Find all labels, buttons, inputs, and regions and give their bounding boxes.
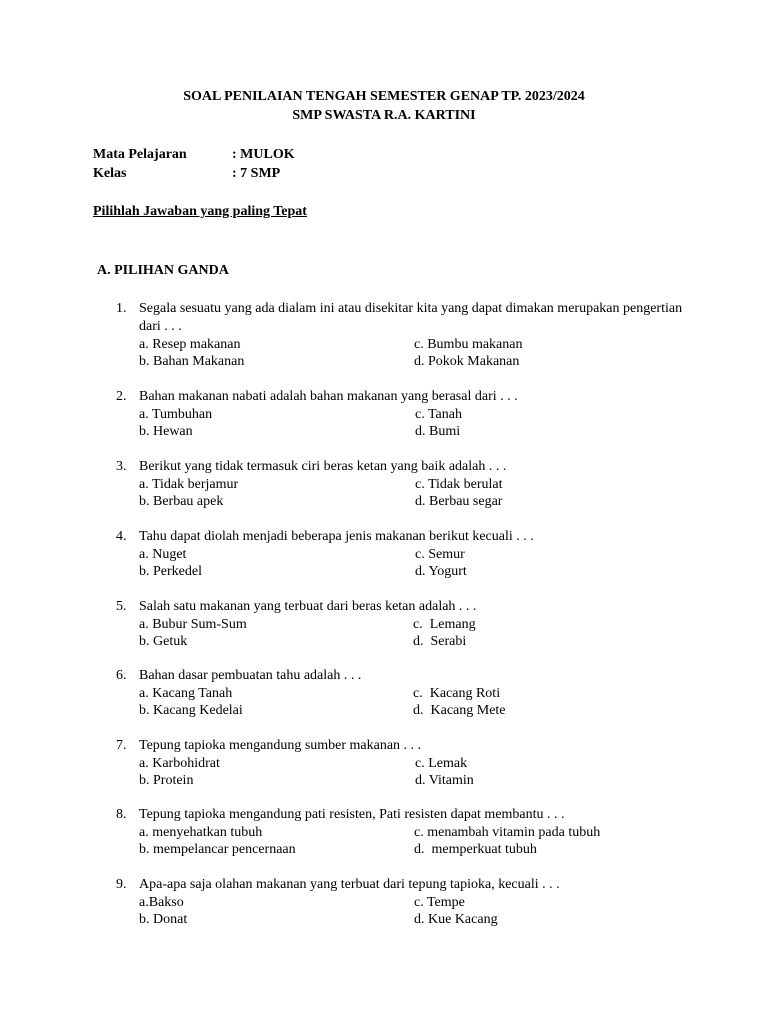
question-number: 6. <box>116 668 127 683</box>
question-stem: Bahan dasar pembuatan tahu adalah . . . <box>139 668 362 683</box>
options <box>139 406 696 441</box>
option-c: c. menambah vitamin pada tubuh <box>414 825 601 840</box>
options <box>139 616 696 651</box>
question-stem: Salah satu makanan yang terbuat dari beras ketan adalah . . . <box>139 599 477 614</box>
options <box>139 755 696 790</box>
option-b: b. Perkedel <box>139 564 202 579</box>
section-title: A. PILIHAN GANDA <box>97 263 229 278</box>
option-b: b. Hewan <box>139 424 193 439</box>
options <box>139 336 696 371</box>
options <box>139 824 696 859</box>
question-number: 5. <box>116 599 127 614</box>
options <box>139 476 696 511</box>
option-d: d. Kacang Mete <box>413 703 506 718</box>
option-b: b. Protein <box>139 773 194 788</box>
option-a: a. Karbohidrat <box>139 756 220 771</box>
question-item <box>116 737 696 790</box>
exam-title: SOAL PENILAIAN TENGAH SEMESTER GENAP TP. 2023/2024 <box>183 89 585 104</box>
question-stem: Bahan makanan nabati adalah bahan makanan yang berasal dari . . . <box>139 389 518 404</box>
subject-label: Mata Pelajaran <box>93 147 187 162</box>
option-d: d. Pokok Makanan <box>414 354 520 369</box>
option-a: a. Kacang Tanah <box>139 686 233 701</box>
question-item <box>116 300 696 371</box>
question-item <box>116 528 696 581</box>
question-stem: Tahu dapat diolah menjadi beberapa jenis makanan berikut kecuali . . . <box>139 529 534 544</box>
question-item <box>116 876 696 929</box>
option-a: a. Nuget <box>139 547 187 562</box>
question-number: 9. <box>116 877 127 892</box>
option-c: c. Tidak berulat <box>415 477 503 492</box>
option-a: a. Bubur Sum-Sum <box>139 617 247 632</box>
option-c: c. Tempe <box>414 895 465 910</box>
question-item <box>116 458 696 511</box>
class-value: : 7 SMP <box>232 166 281 181</box>
options <box>139 546 696 581</box>
question-number: 2. <box>116 389 127 404</box>
question-number: 7. <box>116 738 127 753</box>
question-number: 8. <box>116 807 127 822</box>
question-item <box>116 806 696 859</box>
option-a: a. Tidak berjamur <box>139 477 239 492</box>
option-a: a. Resep makanan <box>139 337 241 352</box>
question-stem: Berikut yang tidak termasuk ciri beras ketan yang baik adalah . . . <box>139 459 507 474</box>
option-b: b. Berbau apek <box>139 494 224 509</box>
class-label: Kelas <box>93 166 127 181</box>
school-name: SMP SWASTA R.A. KARTINI <box>292 108 476 123</box>
option-d: d. Vitamin <box>415 773 474 788</box>
option-d: d. Serabi <box>413 634 467 649</box>
option-c: c. Semur <box>415 547 465 562</box>
option-d: d. Berbau segar <box>415 494 503 509</box>
options <box>139 685 696 720</box>
question-item <box>116 598 696 651</box>
question-stem: Segala sesuatu yang ada dialam ini atau disekitar kita yang dapat dimakan merupakan pengertian dari . . . <box>139 301 683 334</box>
option-d: d. memperkuat tubuh <box>414 842 537 857</box>
option-a: a.Bakso <box>139 895 184 910</box>
question-number: 3. <box>116 459 127 474</box>
option-d: d. Bumi <box>415 424 461 439</box>
option-d: d. Kue Kacang <box>414 912 498 927</box>
instruction: Pilihlah Jawaban yang paling Tepat <box>93 204 307 219</box>
option-b: b. Getuk <box>139 634 188 649</box>
option-a: a. menyehatkan tubuh <box>139 825 263 840</box>
option-c: c. Lemang <box>413 617 476 632</box>
class-row <box>93 165 280 183</box>
question-number: 4. <box>116 529 127 544</box>
option-d: d. Yogurt <box>415 564 467 579</box>
option-c: c. Kacang Roti <box>413 686 501 701</box>
option-a: a. Tumbuhan <box>139 407 213 422</box>
option-c: c. Tanah <box>415 407 462 422</box>
options <box>139 894 696 929</box>
question-number: 1. <box>116 301 127 316</box>
question-stem: Tepung tapioka mengandung pati resisten, Pati resisten dapat membantu . . . <box>139 807 565 822</box>
option-b: b. mempelancar pencernaan <box>139 842 296 857</box>
option-b: b. Kacang Kedelai <box>139 703 243 718</box>
option-b: b. Donat <box>139 912 188 927</box>
question-item <box>116 388 696 441</box>
subject-row <box>93 146 295 164</box>
question-stem: Tepung tapioka mengandung sumber makanan . . . <box>139 738 422 753</box>
question-item <box>116 667 696 720</box>
option-c: c. Lemak <box>415 756 468 771</box>
subject-value: : MULOK <box>232 147 295 162</box>
option-b: b. Bahan Makanan <box>139 354 245 369</box>
option-c: c. Bumbu makanan <box>414 337 523 352</box>
question-stem: Apa-apa saja olahan makanan yang terbuat dari tepung tapioka, kecuali . . . <box>139 877 560 892</box>
